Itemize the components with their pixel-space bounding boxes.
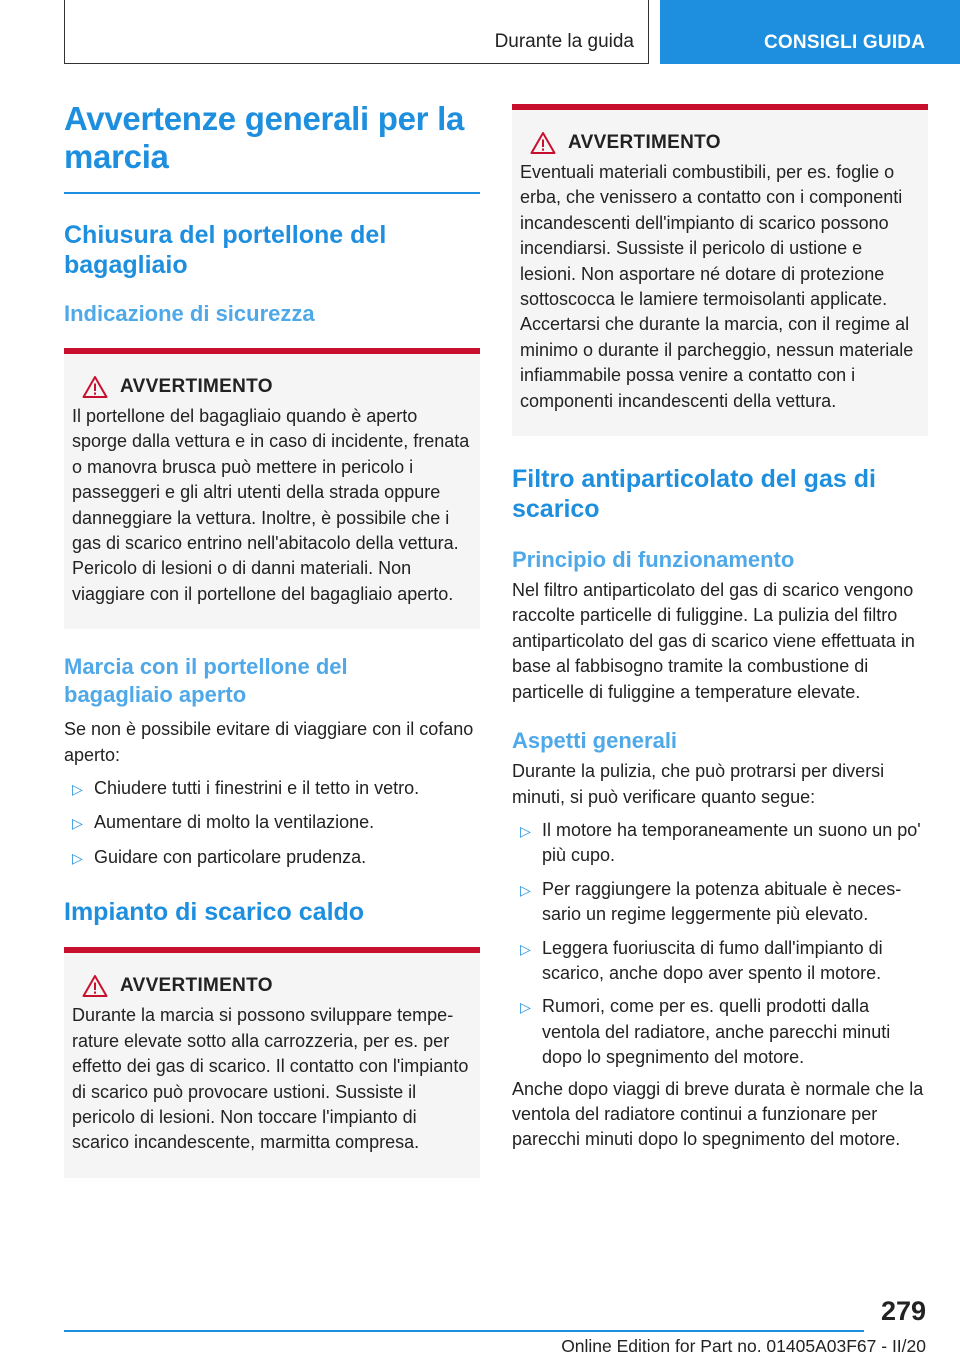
triangle-right-icon: ▷ (520, 940, 531, 957)
triangle-right-icon: ▷ (520, 822, 531, 839)
paragraph-general-outro: Anche dopo viaggi di breve durata è normale che la ventola del radiatore continui a funzionare per parecchi minuti dopo lo spegnimento del motore. (512, 1078, 924, 1150)
triangle-right-icon: ▷ (72, 781, 83, 798)
footer-divider (64, 1330, 864, 1332)
header-section-title: Durante la guida (494, 31, 634, 52)
triangle-right-icon: ▷ (520, 881, 531, 898)
list-item: ▷ Aumentare di molto la ventilazione. (64, 810, 480, 836)
warning-title: AVVERTIMENTO (568, 132, 721, 153)
paragraph-general-intro: Durante la pulizia, che può protrarsi per diversi minuti, si può verificare quanto segue: (512, 761, 885, 807)
triangle-right-icon: ▷ (520, 999, 531, 1016)
list-open-tailgate (64, 776, 480, 871)
list-item: ▷ Leggera fuoriuscita di fumo dall'impianto di scarico, anche dopo aver spento il motore. (512, 936, 928, 987)
subsection-title-safety: Indicazione di sicurezza (64, 301, 315, 326)
subsection-title-principle: Principio di funzionamento (512, 547, 795, 573)
warning-header (72, 971, 472, 1001)
title-divider (64, 192, 480, 194)
paragraph-open-tailgate: Se non è possibile evitare di viaggiare con il cofano aperto: (64, 719, 474, 765)
header-chapter-title: CONSIGLI GUIDA (764, 32, 926, 53)
warning-text: Durante la marcia si possono sviluppare temperature elevate sotto alla carrozzeria, per es. per effetto dei gas di scarico. Il contatto con l'impianto di scarico può provocare ustioni. Sussiste il pericolo di lesioni. Non toccare l'impianto di scarico incandescente, marmitta compresa. (72, 1005, 469, 1153)
warning-box-tailgate (64, 348, 480, 629)
warning-text: Eventuali materiali combustibili, per es. foglie o erba, che venissero a contatto con i componenti incandescenti dell'impianto di scarico possono incendiarsi. Sussiste il pericolo di ustione e lesioni. Non asportare né dotare di protezione sottoscocca le lamiere termoisolanti applicate. Accertarsi che durante la marcia, con il regime al minimo o durante il parcheggio, nessun materiale infiammabile possa venire a contatto con i componenti incandescenti della vettura. (520, 162, 914, 411)
warning-title: AVVERTIMENTO (120, 376, 273, 397)
page-number: 279 (880, 1296, 926, 1326)
list-item: ▷ Guidare con particolare prudenza. (64, 845, 480, 871)
warning-triangle-icon (530, 131, 556, 155)
paragraph-principle: Nel filtro antiparticolato del gas di scarico vengono raccolte particelle di fuliggine. La pulizia del filtro antiparticolato del gas di scarico viene effettuata in base al fabbisogno tramite la combustione di particelle di fuliggine a temperature elevate. (512, 580, 915, 702)
right-column (512, 104, 928, 1153)
warning-triangle-icon (82, 375, 108, 399)
triangle-right-icon: ▷ (72, 849, 83, 866)
footer-edition: Online Edition for Part no. 01405A03F67 - II/20 (561, 1336, 926, 1356)
header-section-box (64, 0, 649, 64)
warning-header (72, 372, 472, 402)
list-item: ▷ Chiudere tutti i finestrini e il tetto in vetro. (64, 776, 480, 802)
triangle-right-icon: ▷ (72, 815, 83, 832)
warning-box-combustible (512, 104, 928, 436)
section-title-tailgate: Chiusura del portellone del bagagliaio (64, 221, 387, 279)
list-item: ▷ Rumori, come per es. quelli prodotti dalla ventola del radiatore, anche parecchi minuti dopo lo spegnimento del motore. (512, 994, 928, 1070)
warning-box-hot-exhaust (64, 947, 480, 1177)
warning-title: AVVERTIMENTO (120, 975, 273, 997)
list-item: ▷ Per raggiungere la potenza abituale è necessario un regime leggermente più elevato. (512, 877, 928, 928)
warning-triangle-icon (82, 974, 108, 998)
section-title-particulate-filter: Filtro antiparticolato del gas di scarico (512, 465, 876, 524)
warning-header (520, 128, 920, 158)
subsection-title-general: Aspetti generali (512, 728, 678, 754)
header-chapter-tab (660, 0, 960, 64)
section-title-hot-exhaust: Impianto di scarico caldo (64, 898, 365, 927)
left-column (64, 100, 480, 1178)
warning-text: Il portellone del bagagliaio quando è aperto sporge dalla vettura e in caso di incidente, frenata o manovra brusca può mettere in pericolo i passeggeri e gli altri utenti della strada oppure danneggiare la vettura. Inoltre, è possibile che i gas di scarico entrino nell'abitacolo della vettura. Pericolo di lesioni o di danni materiali. Non viaggiare con il portellone del bagagliaio aperto. (72, 406, 470, 604)
section-title-open-tailgate: Marcia con il portellone del bagagliaio aperto (64, 654, 348, 708)
list-item: ▷ Il motore ha temporaneamente un suono un po' più cupo. (512, 818, 928, 869)
page-title: Avvertenze generali per la marcia (64, 100, 464, 175)
list-cleaning-effects (512, 818, 928, 1071)
